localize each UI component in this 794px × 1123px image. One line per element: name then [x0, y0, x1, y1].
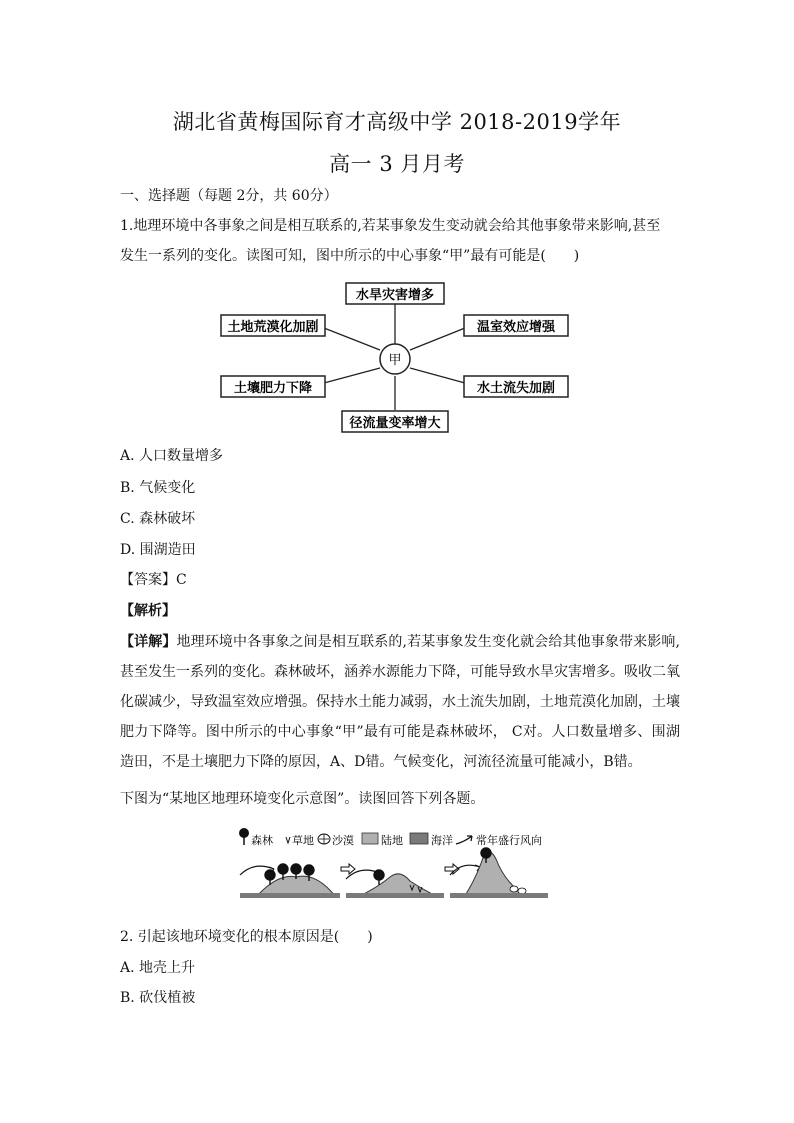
box-upper-left-label: 土地荒漠化加剧 [227, 320, 319, 335]
q1-detail-paragraph [120, 627, 680, 777]
q1-option-c: C. 森林破坏 [120, 511, 196, 527]
q1-stem-line1: 1.地理环境中各事象之间是相互联系的,若某事象发生变动就会给其他事象带来影响,甚至 [120, 218, 661, 234]
figure-legend [239, 828, 542, 847]
forest-legend-icon [239, 828, 249, 845]
q1-detail-prefix: 【详解】 [120, 634, 177, 650]
box-upper-right-label: 温室效应增强 [476, 320, 556, 335]
legend-grass-label: 草地 [292, 834, 314, 847]
q2-stem: 2. 引起该地环境变化的根本原因是( ) [120, 929, 373, 945]
page-title: 湖北省黄梅国际育才高级中学 2018-2019学年 [172, 110, 622, 134]
q2-intro: 下图为“某地区地理环境变化示意图”。读图回答下列各题。 [120, 791, 485, 807]
section-heading: 一、选择题（每题 2分，共 60分） [120, 188, 338, 204]
q1-answer: 【答案】C [120, 572, 187, 588]
q1-relationship-diagram [218, 280, 574, 436]
environment-change-figure [238, 825, 550, 901]
q1-option-d: D. 围湖造田 [120, 542, 196, 558]
page-subtitle: 高一 3 月月考 [329, 152, 465, 176]
stage-3-panel [450, 848, 548, 898]
box-lower-left-label: 土壤肥力下降 [233, 381, 313, 396]
q1-detail-text: 地理环境中各事象之间是相互联系的,若某事象发生变化就会给其他事象带来影响,甚至发生一系列的变化。森林破坏，涵养水源能力下降，可能导致水旱灾害增多。吸收二氧化碳减少，导致温室效应增强。保持水土能力减弱，水土流失加剧，土地荒漠化加剧，土壤肥力下降等。图中所示的中心事象“甲”最有可能是森林破坏， C对。人口数量增多、围湖造田，不是土壤肥力下降的原因，A、D错。气候变化，河流径流量可能减小，B错。 [120, 634, 680, 770]
stage-1-panel [240, 864, 340, 898]
legend-forest-label: 森林 [251, 834, 273, 847]
wind-legend-arrow-icon [456, 836, 472, 844]
q1-analysis-label: 【解析】 [120, 603, 176, 619]
box-top-label: 水旱灾害增多 [355, 288, 435, 303]
land-legend-swatch [362, 833, 378, 844]
box-bottom-label: 径流量变率增大 [349, 416, 441, 431]
q2-option-a: A. 地壳上升 [120, 960, 196, 976]
q1-stem-line2: 发生一系列的变化。读图可知，图中所示的中心事象“甲”最有可能是( ) [120, 248, 580, 264]
legend-ocean-label: 海洋 [431, 834, 453, 847]
legend-desert-label: 沙漠 [332, 834, 354, 847]
q2-option-b: B. 砍伐植被 [120, 990, 196, 1006]
grass-legend-icon [286, 837, 290, 843]
q1-option-a: A. 人口数量增多 [120, 448, 224, 464]
stage-arrow-1-icon [341, 864, 355, 874]
box-lower-right-label: 水土流失加剧 [476, 381, 556, 396]
stage-2-panel [346, 870, 444, 898]
center-node-label: 甲 [388, 353, 402, 368]
legend-land-label: 陆地 [381, 834, 403, 847]
desert-legend-icon [318, 834, 330, 844]
q1-option-b: B. 气候变化 [120, 480, 196, 496]
legend-wind-label: 常年盛行风向 [476, 834, 542, 847]
ocean-legend-swatch [410, 833, 428, 844]
